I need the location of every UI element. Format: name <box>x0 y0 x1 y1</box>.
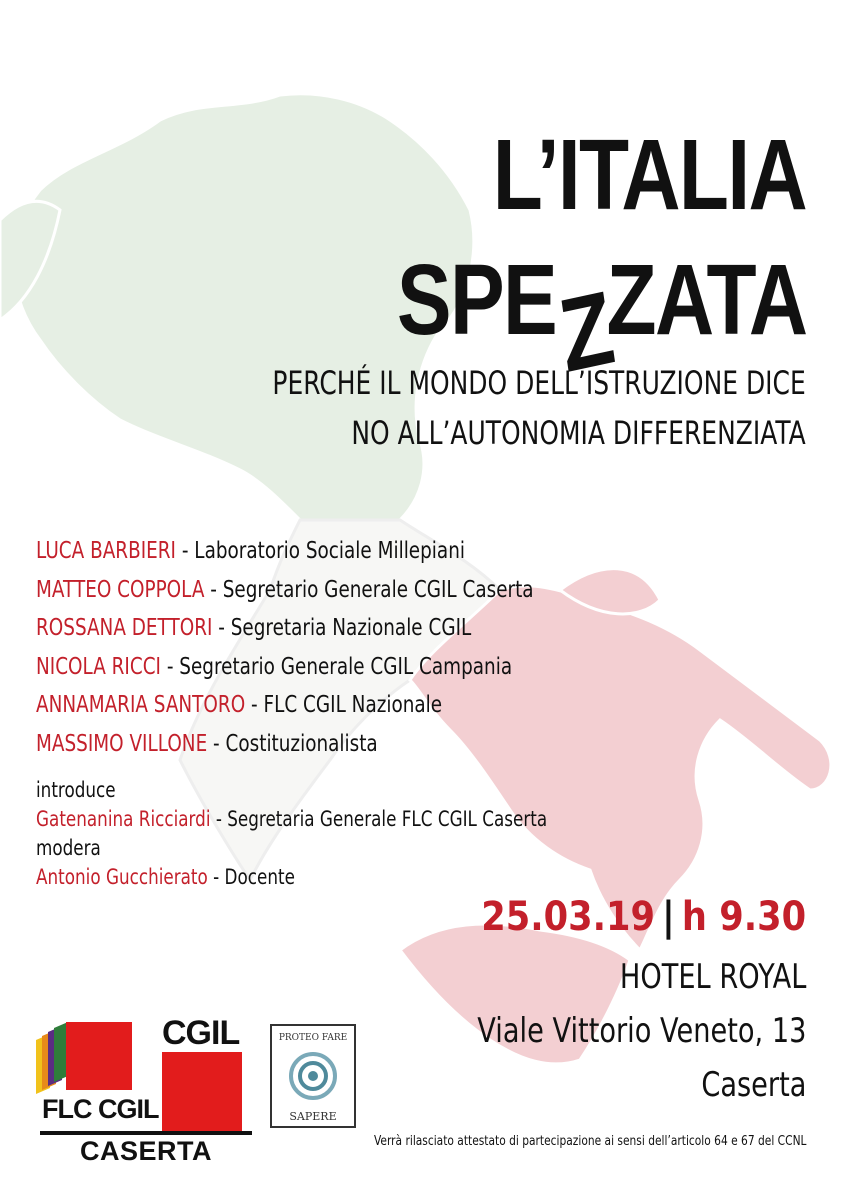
title-line-2-a: SPE <box>396 244 556 356</box>
speaker-role: - FLC CGIL Nazionale <box>245 692 443 718</box>
subtitle-line-1: PERCHÉ IL MONDO DELL’ISTRUZIONE DICE <box>272 364 806 402</box>
flc-cgil-logo-text: FLC CGIL <box>42 1094 159 1124</box>
speakers-list <box>36 532 534 763</box>
subtitle <box>273 358 806 458</box>
speaker-role: - Costituzionalista <box>207 730 378 757</box>
cgil-logo-text: CGIL <box>162 1014 240 1052</box>
event-address: Viale Vittorio Veneto, 13 <box>476 1011 806 1051</box>
cgil-logo-square <box>162 1052 242 1132</box>
cgil-logo <box>160 1014 246 1126</box>
introduce-line <box>36 805 547 834</box>
caserta-divider <box>40 1131 252 1135</box>
speaker-name: MATTEO COPPOLA <box>36 576 205 603</box>
title-broken-z: Z <box>552 270 619 395</box>
speaker-role: - Segretario Generale CGIL Campania <box>160 653 513 680</box>
modera-label: modera <box>36 836 101 860</box>
modera-line <box>36 863 547 892</box>
speaker-item <box>36 725 534 764</box>
speaker-item <box>36 648 534 687</box>
event-venue: HOTEL ROYAL <box>619 957 806 997</box>
event-city: Caserta <box>700 1065 806 1105</box>
event-place <box>477 950 806 1112</box>
modera-role: - Docente <box>207 865 295 889</box>
speaker-name: NICOLA RICCI <box>36 653 161 680</box>
proteo-fare-sapere-logo <box>270 1024 356 1128</box>
modera-name: Antonio Gucchierato <box>36 865 208 889</box>
event-separator: | <box>661 894 675 940</box>
moderators-block <box>36 776 547 892</box>
proteo-bottom-text: SAPERE <box>289 1110 337 1123</box>
introduce-role: - Segretaria Generale FLC CGIL Caserta <box>210 807 548 831</box>
flc-cgil-logo <box>36 1018 176 1130</box>
event-date: 25.03.19 <box>481 894 655 940</box>
speaker-item <box>36 532 534 571</box>
title-line-2-b: ZATA <box>606 244 806 356</box>
speaker-name: ANNAMARIA SANTORO <box>36 692 246 718</box>
event-time: h 9.30 <box>681 894 806 940</box>
proteo-spiral-icon <box>272 1026 354 1126</box>
proteo-top-text: PROTEO FARE <box>278 1033 348 1043</box>
introduce-label: introduce <box>36 778 116 802</box>
speaker-name: MASSIMO VILLONE <box>36 730 208 757</box>
subtitle-line-2: NO ALL’AUTONOMIA DIFFERENZIATA <box>351 414 806 452</box>
caserta-label: CASERTA <box>80 1136 213 1166</box>
speaker-role: - Segretaria Nazionale CGIL <box>212 615 472 641</box>
introduce-name: Gatenanina Ricciardi <box>36 807 211 831</box>
speaker-role: - Laboratorio Sociale Millepiani <box>175 538 465 564</box>
speaker-name: LUCA BARBIERI <box>36 538 176 564</box>
speaker-role: - Segretario Generale CGIL Caserta <box>204 576 534 603</box>
speaker-item <box>36 686 534 725</box>
speaker-item <box>36 609 534 648</box>
speaker-name: ROSSANA DETTORI <box>36 615 213 641</box>
speaker-item <box>36 571 534 610</box>
event-datetime <box>481 894 806 940</box>
attendance-notice: Verrà rilasciato attestato di partecipazione ai sensi dell’articolo 64 e 67 del CCNL <box>373 1134 806 1149</box>
title-line-1: L’ITALIA <box>492 119 806 231</box>
flc-cgil-logo-mark <box>36 1018 176 1098</box>
